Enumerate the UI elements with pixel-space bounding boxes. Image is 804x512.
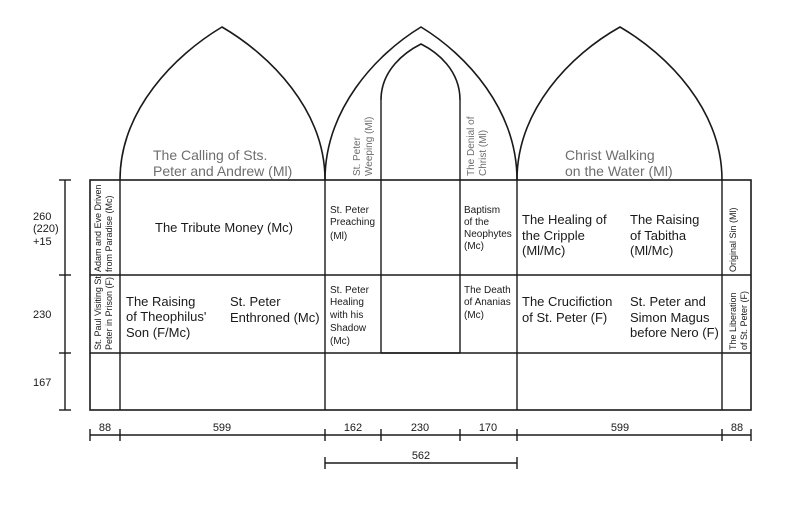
lunette-left-label: The Calling of Sts. Peter and Andrew (Ml)	[153, 147, 293, 179]
lunette-right-label: Christ Walking on the Water (Ml)	[565, 147, 673, 179]
panel-liberation-st-peter: The Liberation of St. Peter (F)	[728, 290, 749, 350]
panel-st-peter-preaching: St. Peter Preaching (Ml)	[330, 205, 376, 242]
width-label-5: 170	[478, 422, 498, 434]
panel-st-peter-enthroned: St. Peter Enthroned (Mc)	[230, 294, 320, 325]
width-label-6: 599	[610, 422, 630, 434]
lunette-weeping-label: St. Peter Weeping (Ml)	[352, 116, 375, 176]
center-inner-arch	[381, 44, 460, 100]
panel-simon-magus: St. Peter and Simon Magus before Nero (F)	[630, 294, 719, 340]
panel-original-sin: Original Sin (Ml)	[728, 207, 738, 272]
panel-crucifixion: The Crucifiction of St. Peter (F)	[522, 294, 613, 325]
width-label-3: 162	[343, 422, 363, 434]
panel-st-paul-visiting: St. Paul Visiting St. Peter in Prison (F)	[93, 273, 114, 350]
panel-raising-tabitha: The Raising of Tabitha (Ml/Mc)	[630, 212, 700, 258]
panel-healing-shadow: St. Peter Healing with his Shadow (Mc)	[330, 285, 369, 347]
height-row1-label: 260 (220) +15	[33, 211, 59, 248]
panel-adam-eve: Adam and Eve Driven from Paradise (Mc)	[93, 184, 114, 272]
width-scale	[90, 422, 751, 469]
width-label-7: 88	[730, 422, 744, 434]
panel-death-ananias: The Death of Ananias (Mc)	[464, 285, 511, 321]
panel-baptism-neophytes: Baptism of the Neophytes (Mc)	[464, 205, 512, 252]
height-scale	[33, 180, 71, 410]
panel-healing-cripple: The Healing of the Cripple (Ml/Mc)	[522, 212, 607, 258]
width-label-1: 88	[98, 422, 112, 434]
width-label-4: 230	[410, 422, 430, 434]
width-label-2: 599	[212, 422, 232, 434]
lunette-denial-label: The Denial of Christ (Ml)	[466, 116, 489, 176]
total-width-label: 562	[411, 450, 431, 462]
height-row2-label: 230	[33, 309, 52, 321]
panel-tribute-money: The Tribute Money (Mc)	[155, 220, 293, 235]
panel-raising-theophilus: The Raising of Theophilus' Son (F/Mc)	[126, 294, 207, 340]
height-row3-label: 167	[33, 377, 52, 389]
